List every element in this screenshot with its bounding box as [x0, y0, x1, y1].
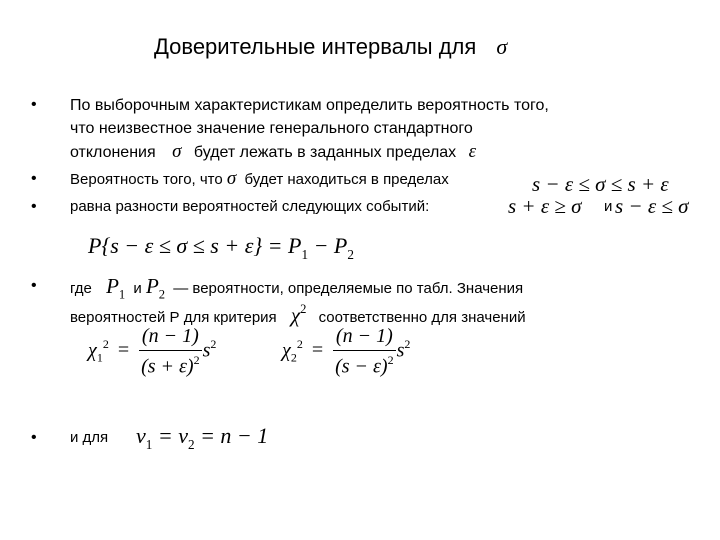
title-sigma: σ: [496, 34, 508, 59]
chi2-s-sup: 2: [404, 336, 411, 351]
line-7-text-b: соответственно для значений: [318, 308, 526, 326]
chi1-s-sup: 2: [210, 336, 217, 351]
line-4-sigma: σ: [226, 168, 237, 189]
prob-main: P{s − ε ≤ σ ≤ s + ε} = P: [88, 233, 302, 258]
chi2-den-sup: 2: [387, 353, 394, 367]
chi1-fraction: [138, 325, 202, 378]
chi1-den-sup: 2: [193, 353, 200, 367]
line-3-text-a: отклонения: [70, 144, 156, 161]
line-4-text-b: будет находиться в пределах: [244, 171, 449, 188]
line-6-and: и: [133, 280, 142, 297]
chi2-eq: =: [311, 339, 324, 362]
line-3-text-b: будет лежать в заданных пределах: [193, 144, 457, 161]
chi2-fraction: [332, 325, 396, 378]
nu-sub-1: 1: [145, 436, 153, 452]
line-5-and: и: [604, 198, 613, 215]
chi1-lhs: χ: [88, 339, 97, 362]
bullet-3: •: [31, 198, 37, 215]
line-4-text-a: Вероятность того, что: [70, 171, 223, 188]
bullet-4: •: [31, 277, 37, 294]
chi1-denominator: [138, 351, 202, 378]
title-text: Доверительные интервалы для: [154, 34, 477, 59]
line-3-sigma: σ: [172, 141, 182, 162]
line-2: что неизвестное значение генерального стандартного: [70, 120, 473, 137]
chi2-formula: [282, 325, 410, 378]
p2-sub: 2: [158, 287, 166, 302]
line-3-epsilon: ε: [468, 141, 477, 162]
probability-formula: [88, 233, 354, 263]
line-1: По выборочным характеристикам определить вероятность того,: [70, 97, 549, 114]
nu-eq: = ν: [152, 423, 188, 448]
line-7-chi: [291, 303, 307, 327]
line-7: [70, 299, 526, 328]
nu-formula: [136, 423, 268, 453]
line-6-p1: [106, 274, 126, 302]
line-6-rest: — вероятности, определяемые по табл. Значения: [173, 280, 524, 297]
line-4: [70, 169, 449, 190]
p1-letter: P: [106, 274, 119, 298]
line-5-expr-2: s − ε ≤ σ: [615, 194, 689, 218]
prob-sub-1: 1: [301, 246, 309, 262]
p1-sub: 1: [118, 287, 126, 302]
chi1-s: s: [202, 339, 211, 362]
chi2-den-text: (s − ε): [335, 355, 388, 378]
chi1-sup: 2: [102, 336, 109, 351]
line-7-text-a: вероятностей Р для критерия: [70, 308, 277, 326]
p2-letter: P: [145, 274, 159, 298]
bullet-2: •: [31, 170, 37, 187]
slide-title: [154, 34, 507, 60]
line-6-p2: [145, 274, 166, 302]
line-3: [70, 142, 476, 163]
chi-letter: χ: [290, 302, 301, 327]
chi2-numerator: (n − 1): [333, 325, 396, 351]
prob-sub-2: 2: [347, 246, 354, 262]
chi2-s: s: [396, 339, 405, 362]
bullet-1: •: [31, 96, 37, 113]
line-5: равна разности вероятностей следующих событий:: [70, 198, 430, 215]
chi1-numerator: (n − 1): [139, 325, 202, 351]
nu-rest: = n − 1: [194, 423, 269, 448]
prob-minus: − P: [308, 233, 348, 258]
chi1-sub: 1: [96, 350, 103, 365]
chi-sup: 2: [300, 302, 307, 316]
chi2-denominator: [332, 351, 396, 378]
line-6-where: где: [70, 280, 92, 297]
line-8: и для: [70, 429, 109, 446]
line-4-interval: s − ε ≤ σ ≤ s + ε: [532, 172, 669, 196]
chi2-sup: 2: [296, 336, 303, 351]
chi1-den-text: (s + ε): [141, 355, 194, 378]
chi1-eq: =: [117, 339, 130, 362]
nu-1: ν: [136, 423, 146, 448]
chi2-lhs: χ: [282, 339, 291, 362]
nu-sub-2: 2: [187, 436, 195, 452]
bullet-5: •: [31, 429, 37, 446]
chi2-sub: 2: [290, 350, 297, 365]
line-5-expr-1: s + ε ≥ σ: [508, 194, 582, 218]
chi1-formula: [88, 325, 216, 378]
